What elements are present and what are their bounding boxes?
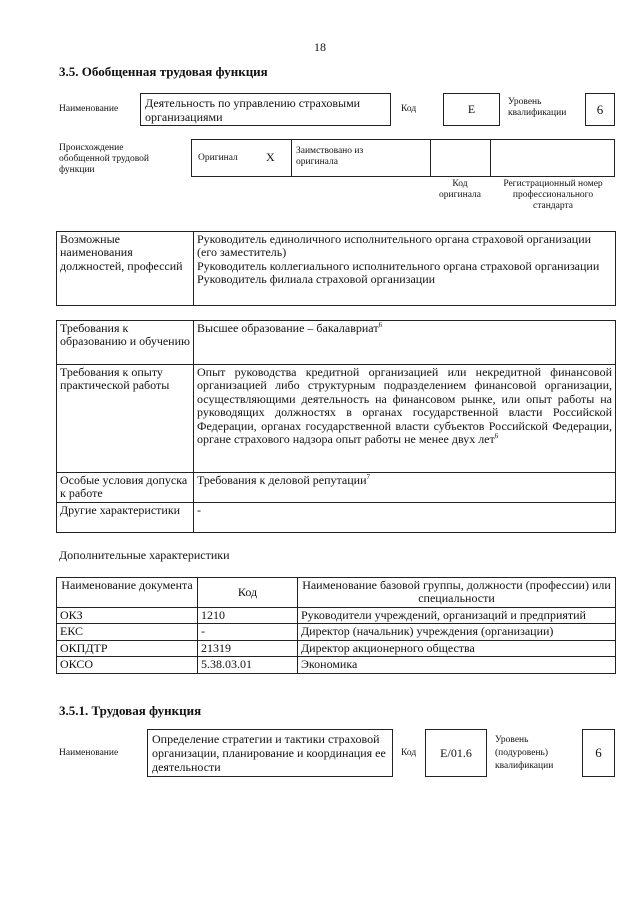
origin-box (191, 139, 615, 177)
level-label: Уровень квалификации (508, 97, 567, 118)
extra-header: Код (198, 578, 298, 608)
requirements-table (56, 320, 616, 533)
table-row (57, 640, 616, 656)
original-label: Оригинал (198, 153, 238, 163)
extra-cell: Экономика (298, 657, 616, 673)
extra-cell: ОКПДТР (57, 640, 198, 656)
positions-table (56, 231, 616, 306)
code-label: Код (401, 104, 417, 114)
positions-list (194, 232, 616, 306)
req-value: Опыт руководства кредитной организацией или некредитной финансовой организацией либо структурным подразделением финансовой организации, осуществляющими деятельность на финансовом рынке, или опыт работы на руководящих должностях в органах государственной власти Российской Федерации, органах государственной власти субъектов Российской Федерации, органе страхового надзора опыт работы не менее двух лет$^6$ (194, 365, 616, 473)
extra-cell: 5.38.03.01 (198, 657, 298, 673)
position-item: Руководитель коллегиального исполнительного органа страховой организации (197, 258, 600, 273)
borrowed-label: Заимствовано из оригинала (296, 146, 364, 167)
position-item: Руководитель филиала страховой организации (197, 272, 436, 287)
code-caption: Код оригинала (439, 179, 481, 200)
function-name-box: Деятельность по управлению страховыми организациями (140, 93, 391, 126)
req-value: - (194, 503, 616, 533)
origin-divider (291, 139, 292, 177)
extra-cell: Директор акционерного общества (298, 640, 616, 656)
req-label: Требования к образованию и обучению (57, 321, 194, 365)
level-value-box: 6 (585, 93, 615, 126)
extra-header: Наименование документа (57, 578, 198, 608)
page-number: 18 (314, 40, 326, 54)
regnum-caption: Регистрационный номер профессионального стандарта (503, 179, 603, 211)
code-value-box: E (443, 93, 500, 126)
original-mark: X (266, 150, 275, 164)
extra-cell: 21319 (198, 640, 298, 656)
table-row (57, 657, 616, 673)
sub-level-value-box: 6 (582, 729, 615, 777)
req-value: Высшее образование – бакалавриат$^6$ (194, 321, 616, 365)
sub-function-name-box: Определение стратегии и тактики страховой организации, планирование и координация ее деятельности (147, 729, 393, 777)
sub-code-label: Код (401, 748, 417, 758)
extra-cell: - (198, 624, 298, 640)
extra-cell: Руководители учреждений, организаций и предприятий (298, 608, 616, 624)
extra-cell: ОКЗ (57, 608, 198, 624)
origin-divider (430, 139, 431, 177)
req-label: Особые условия допуска к работе (57, 473, 194, 503)
section-title: 3.5. Обобщенная трудовая функция (59, 64, 268, 79)
extra-cell: ЕКС (57, 624, 198, 640)
origin-label: Происхождение обобщенной трудовой функции (59, 143, 149, 175)
extra-title: Дополнительные характеристики (59, 548, 230, 562)
positions-label: Возможные наименования должностей, профессий (57, 232, 194, 306)
position-item: Руководитель единоличного исполнительного органа страховой организации (его заместитель) (197, 232, 592, 260)
req-label: Требования к опыту практической работы (57, 365, 194, 473)
subsection-title: 3.5.1. Трудовая функция (59, 703, 202, 718)
extra-cell: Директор (начальник) учреждения (организации) (298, 624, 616, 640)
extra-cell: 1210 (198, 608, 298, 624)
sub-level-label: Уровень (подуровень) квалификации (495, 735, 554, 771)
req-value: Требования к деловой репутации$^7$ (194, 473, 616, 503)
table-row (57, 608, 616, 624)
origin-divider (490, 139, 491, 177)
table-row (57, 624, 616, 640)
sub-code-value-box: E/01.6 (425, 729, 487, 777)
sub-name-label: Наименование (59, 748, 119, 758)
req-label: Другие характеристики (57, 503, 194, 533)
extra-cell: ОКСО (57, 657, 198, 673)
name-label: Наименование (59, 104, 119, 114)
extra-table (56, 577, 616, 674)
extra-header: Наименование базовой группы, должности (профессии) или специальности (298, 578, 616, 608)
